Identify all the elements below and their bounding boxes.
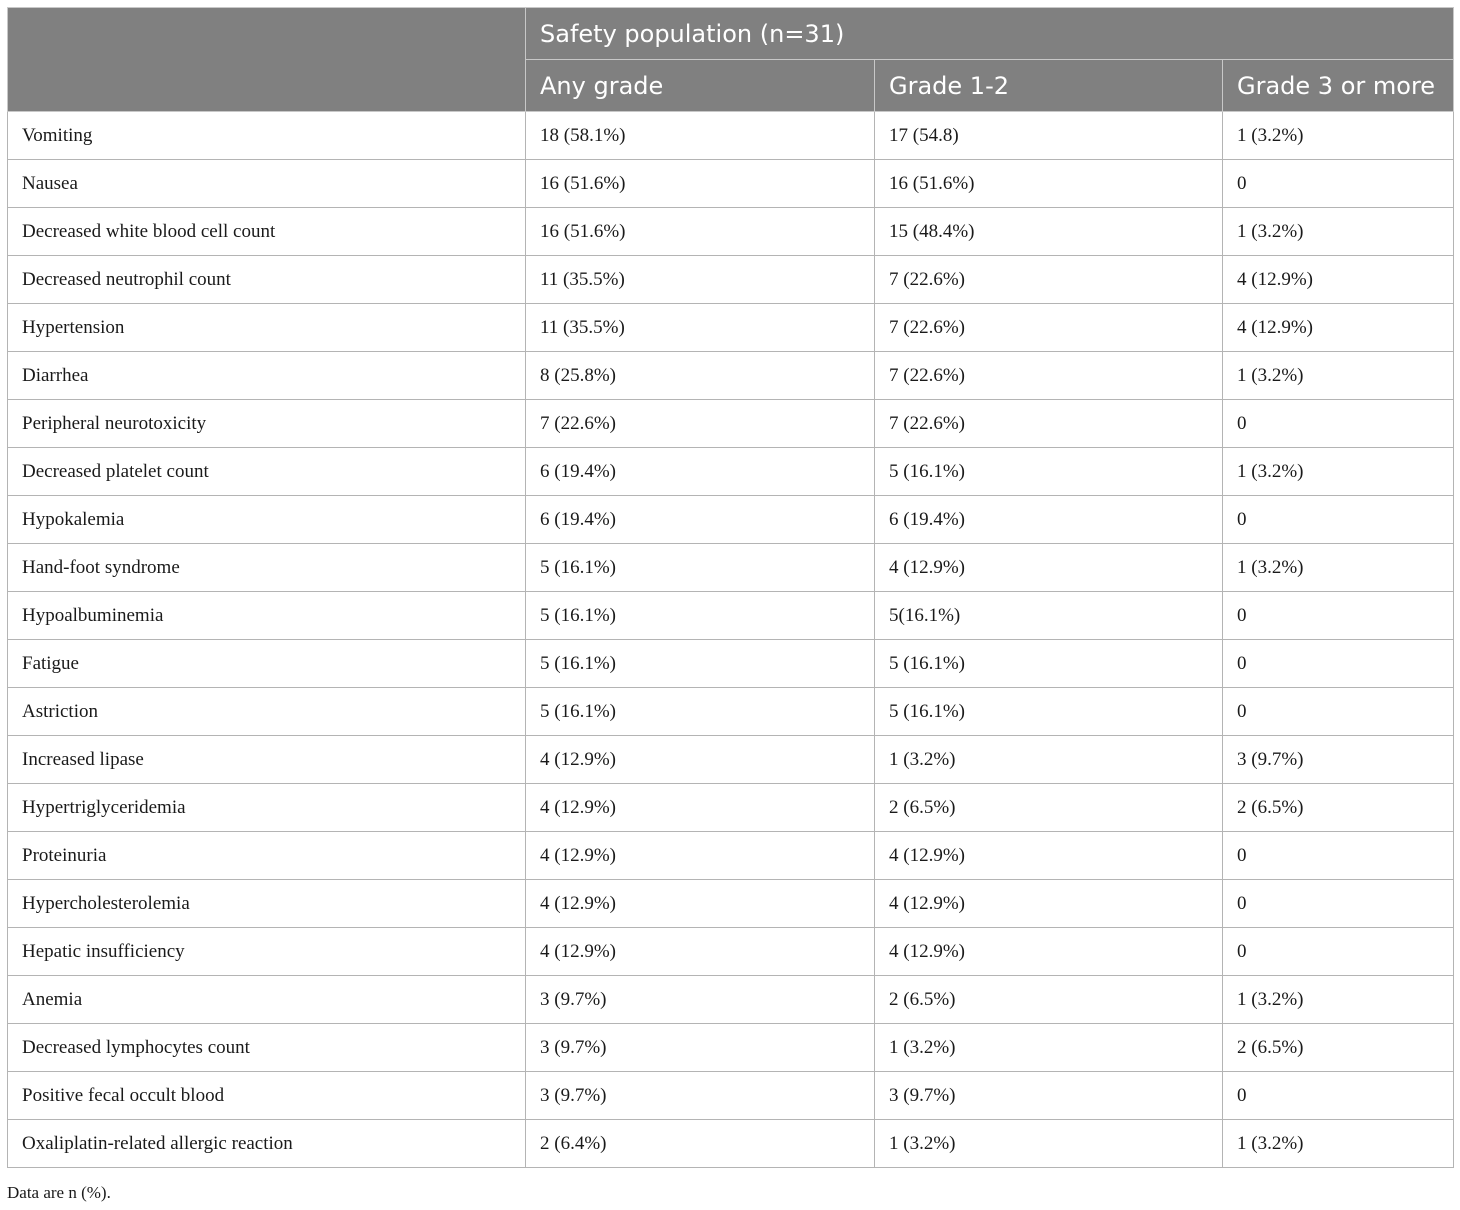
any-grade-cell: 7 (22.6%): [526, 400, 875, 448]
grade-1-2-cell: 16 (51.6%): [875, 160, 1223, 208]
grade-3-plus-cell: 0: [1223, 880, 1454, 928]
event-cell: Proteinuria: [8, 832, 526, 880]
header-grade-1-2: Grade 1-2: [875, 60, 1223, 112]
event-cell: Fatigue: [8, 640, 526, 688]
event-cell: Increased lipase: [8, 736, 526, 784]
any-grade-cell: 18 (58.1%): [526, 112, 875, 160]
event-cell: Hypoalbuminemia: [8, 592, 526, 640]
any-grade-cell: 16 (51.6%): [526, 208, 875, 256]
table-row: [8, 880, 1454, 928]
event-cell: Decreased lymphocytes count: [8, 1024, 526, 1072]
event-cell: Diarrhea: [8, 352, 526, 400]
grade-1-2-cell: 4 (12.9%): [875, 832, 1223, 880]
table-row: [8, 640, 1454, 688]
event-cell: Peripheral neurotoxicity: [8, 400, 526, 448]
table-body: [8, 112, 1454, 1168]
grade-1-2-cell: 7 (22.6%): [875, 352, 1223, 400]
any-grade-cell: 8 (25.8%): [526, 352, 875, 400]
event-cell: Decreased white blood cell count: [8, 208, 526, 256]
grade-1-2-cell: 3 (9.7%): [875, 1072, 1223, 1120]
table-row: [8, 688, 1454, 736]
table-row: [8, 448, 1454, 496]
grade-3-plus-cell: 2 (6.5%): [1223, 1024, 1454, 1072]
grade-1-2-cell: 1 (3.2%): [875, 1120, 1223, 1168]
grade-1-2-cell: 7 (22.6%): [875, 400, 1223, 448]
adverse-events-table: [7, 7, 1454, 1168]
grade-1-2-cell: 5(16.1%): [875, 592, 1223, 640]
header-any-grade: Any grade: [526, 60, 875, 112]
grade-3-plus-cell: 0: [1223, 496, 1454, 544]
event-cell: Nausea: [8, 160, 526, 208]
grade-1-2-cell: 5 (16.1%): [875, 640, 1223, 688]
grade-3-plus-cell: 1 (3.2%): [1223, 976, 1454, 1024]
grade-1-2-cell: 2 (6.5%): [875, 784, 1223, 832]
any-grade-cell: 3 (9.7%): [526, 1024, 875, 1072]
header-group-label: Safety population (n=31): [526, 8, 1454, 60]
any-grade-cell: 5 (16.1%): [526, 592, 875, 640]
grade-1-2-cell: 2 (6.5%): [875, 976, 1223, 1024]
any-grade-cell: 4 (12.9%): [526, 736, 875, 784]
table-header: [8, 8, 1454, 112]
any-grade-cell: 4 (12.9%): [526, 928, 875, 976]
grade-1-2-cell: 4 (12.9%): [875, 544, 1223, 592]
grade-1-2-cell: 1 (3.2%): [875, 1024, 1223, 1072]
grade-3-plus-cell: 2 (6.5%): [1223, 784, 1454, 832]
any-grade-cell: 5 (16.1%): [526, 544, 875, 592]
table-row: [8, 256, 1454, 304]
event-cell: Decreased neutrophil count: [8, 256, 526, 304]
grade-1-2-cell: 15 (48.4%): [875, 208, 1223, 256]
event-cell: Hepatic insufficiency: [8, 928, 526, 976]
event-cell: Astriction: [8, 688, 526, 736]
any-grade-cell: 5 (16.1%): [526, 640, 875, 688]
event-cell: Hand-foot syndrome: [8, 544, 526, 592]
any-grade-cell: 6 (19.4%): [526, 496, 875, 544]
table-row: [8, 1120, 1454, 1168]
event-cell: Decreased platelet count: [8, 448, 526, 496]
grade-3-plus-cell: 0: [1223, 928, 1454, 976]
grade-3-plus-cell: 0: [1223, 688, 1454, 736]
table-row: [8, 544, 1454, 592]
grade-1-2-cell: 7 (22.6%): [875, 304, 1223, 352]
table-row: [8, 400, 1454, 448]
any-grade-cell: 4 (12.9%): [526, 784, 875, 832]
any-grade-cell: 4 (12.9%): [526, 832, 875, 880]
grade-1-2-cell: 1 (3.2%): [875, 736, 1223, 784]
event-cell: Positive fecal occult blood: [8, 1072, 526, 1120]
any-grade-cell: 2 (6.4%): [526, 1120, 875, 1168]
table-row: [8, 208, 1454, 256]
grade-3-plus-cell: 0: [1223, 640, 1454, 688]
any-grade-cell: 4 (12.9%): [526, 880, 875, 928]
grade-1-2-cell: 4 (12.9%): [875, 880, 1223, 928]
event-cell: Anemia: [8, 976, 526, 1024]
grade-3-plus-cell: 1 (3.2%): [1223, 448, 1454, 496]
grade-3-plus-cell: 0: [1223, 592, 1454, 640]
event-cell: Hypertension: [8, 304, 526, 352]
event-cell: Hypercholesterolemia: [8, 880, 526, 928]
grade-3-plus-cell: 4 (12.9%): [1223, 256, 1454, 304]
grade-1-2-cell: 17 (54.8): [875, 112, 1223, 160]
any-grade-cell: 3 (9.7%): [526, 976, 875, 1024]
header-empty-cell: [8, 8, 526, 112]
grade-3-plus-cell: 1 (3.2%): [1223, 1120, 1454, 1168]
any-grade-cell: 5 (16.1%): [526, 688, 875, 736]
header-grade-3-plus: Grade 3 or more: [1223, 60, 1454, 112]
any-grade-cell: 3 (9.7%): [526, 1072, 875, 1120]
grade-1-2-cell: 6 (19.4%): [875, 496, 1223, 544]
event-cell: Oxaliplatin-related allergic reaction: [8, 1120, 526, 1168]
grade-1-2-cell: 5 (16.1%): [875, 688, 1223, 736]
table-row: [8, 736, 1454, 784]
grade-3-plus-cell: 3 (9.7%): [1223, 736, 1454, 784]
table-container: [7, 7, 1453, 1168]
grade-1-2-cell: 7 (22.6%): [875, 256, 1223, 304]
header-row-group: [8, 8, 1454, 60]
event-cell: Hypertriglyceridemia: [8, 784, 526, 832]
table-row: [8, 352, 1454, 400]
any-grade-cell: 16 (51.6%): [526, 160, 875, 208]
grade-3-plus-cell: 0: [1223, 160, 1454, 208]
table-row: [8, 976, 1454, 1024]
table-row: [8, 304, 1454, 352]
table-row: [8, 496, 1454, 544]
table-row: [8, 784, 1454, 832]
any-grade-cell: 6 (19.4%): [526, 448, 875, 496]
grade-3-plus-cell: 1 (3.2%): [1223, 544, 1454, 592]
table-row: [8, 112, 1454, 160]
any-grade-cell: 11 (35.5%): [526, 256, 875, 304]
grade-3-plus-cell: 0: [1223, 400, 1454, 448]
grade-3-plus-cell: 0: [1223, 1072, 1454, 1120]
table-row: [8, 928, 1454, 976]
grade-3-plus-cell: 1 (3.2%): [1223, 208, 1454, 256]
table-row: [8, 592, 1454, 640]
any-grade-cell: 11 (35.5%): [526, 304, 875, 352]
table-row: [8, 160, 1454, 208]
grade-3-plus-cell: 1 (3.2%): [1223, 112, 1454, 160]
event-cell: Vomiting: [8, 112, 526, 160]
grade-3-plus-cell: 1 (3.2%): [1223, 352, 1454, 400]
grade-1-2-cell: 5 (16.1%): [875, 448, 1223, 496]
event-cell: Hypokalemia: [8, 496, 526, 544]
table-row: [8, 832, 1454, 880]
grade-3-plus-cell: 0: [1223, 832, 1454, 880]
table-row: [8, 1024, 1454, 1072]
grade-3-plus-cell: 4 (12.9%): [1223, 304, 1454, 352]
table-row: [8, 1072, 1454, 1120]
table-footnote: Data are n (%).: [7, 1183, 111, 1202]
grade-1-2-cell: 4 (12.9%): [875, 928, 1223, 976]
